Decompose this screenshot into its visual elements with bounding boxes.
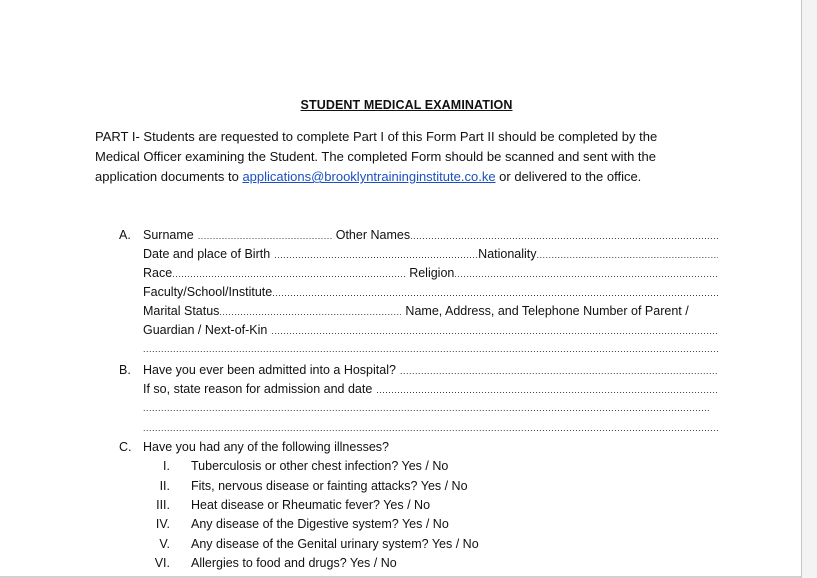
reason-continuation-field-2[interactable] xyxy=(143,419,718,438)
section-a-letter: A. xyxy=(119,228,131,242)
intro-line-3-suffix: or delivered to the office. xyxy=(495,169,642,184)
race-field[interactable] xyxy=(172,265,406,283)
intro-paragraph xyxy=(95,127,705,187)
illness-number: IV. xyxy=(155,517,170,531)
race-row xyxy=(143,264,718,283)
intro-line-2: Medical Officer examining the Student. The completed Form should be scanned and sent with the xyxy=(95,149,657,164)
reason-continuation-row-2 xyxy=(143,419,718,438)
other-names-label: Other Names xyxy=(335,228,411,242)
marital-row xyxy=(143,302,718,321)
parent-label: Name, Address, and Telephone Number of Parent / xyxy=(405,304,689,318)
nationality-label: Nationality xyxy=(478,247,537,261)
illness-number: II. xyxy=(159,479,170,493)
illness-number: V. xyxy=(159,537,170,551)
marital-label: Marital Status xyxy=(143,304,220,318)
reason-continuation-row-1 xyxy=(143,399,710,418)
illness-number: III. xyxy=(156,498,170,512)
page-title: STUDENT MEDICAL EXAMINATION xyxy=(300,98,513,112)
hospital-field[interactable] xyxy=(400,362,718,380)
surname-field[interactable] xyxy=(198,227,332,245)
reason-field[interactable] xyxy=(376,381,718,399)
religion-field[interactable] xyxy=(454,265,718,283)
other-names-field[interactable] xyxy=(410,227,718,245)
intro-line-3-prefix: application documents to xyxy=(95,169,243,184)
section-b-letter: B. xyxy=(119,363,131,377)
reason-row xyxy=(143,380,718,399)
guardian-continuation-field[interactable] xyxy=(143,340,718,359)
email-link[interactable]: applications@brooklyntraininginstitute.co.ke xyxy=(242,169,496,184)
illness-text: Any disease of the Genital urinary system? Yes / No xyxy=(191,537,479,551)
illness-number: I. xyxy=(163,459,170,473)
intro-line-3 xyxy=(95,167,705,187)
illness-text: Fits, nervous disease or fainting attacks? Yes / No xyxy=(191,479,468,493)
illness-number: VI. xyxy=(154,556,170,570)
dob-label: Date and place of Birth xyxy=(143,247,271,261)
illness-text: Heat disease or Rheumatic fever? Yes / No xyxy=(191,498,431,512)
dob-row xyxy=(143,245,718,264)
faculty-label: Faculty/School/Institute xyxy=(143,285,273,299)
surname-row xyxy=(143,226,718,245)
guardian-label: Guardian / Next-of-Kin xyxy=(143,323,268,337)
dob-field[interactable] xyxy=(274,246,478,264)
guardian-field[interactable] xyxy=(271,322,718,340)
section-c-letter: C. xyxy=(119,440,132,454)
faculty-row xyxy=(143,283,718,302)
religion-label: Religion xyxy=(409,266,455,280)
illness-text: Any disease of the Digestive system? Yes / No xyxy=(191,517,449,531)
hospital-question: Have you ever been admitted into a Hospital? xyxy=(143,363,396,377)
surname-label: Surname xyxy=(143,228,194,242)
illness-question: Have you had any of the following illnesses? xyxy=(143,440,389,454)
intro-line-1: PART I- Students are requested to complete Part I of this Form Part II should be completed by the xyxy=(95,129,658,144)
hospital-row xyxy=(143,361,718,380)
guardian-row xyxy=(143,321,718,340)
faculty-field[interactable] xyxy=(272,284,718,302)
illness-text: Allergies to food and drugs? Yes / No xyxy=(191,556,397,570)
viewer-right-edge xyxy=(801,0,817,578)
marital-field[interactable] xyxy=(219,303,401,321)
reason-continuation-field-1[interactable] xyxy=(143,399,710,418)
illness-text: Tuberculosis or other chest infection? Yes / No xyxy=(191,459,449,473)
race-label: Race xyxy=(143,266,173,280)
reason-label: If so, state reason for admission and date xyxy=(143,382,373,396)
guardian-continuation-row xyxy=(143,340,718,359)
nationality-field[interactable] xyxy=(537,246,718,264)
